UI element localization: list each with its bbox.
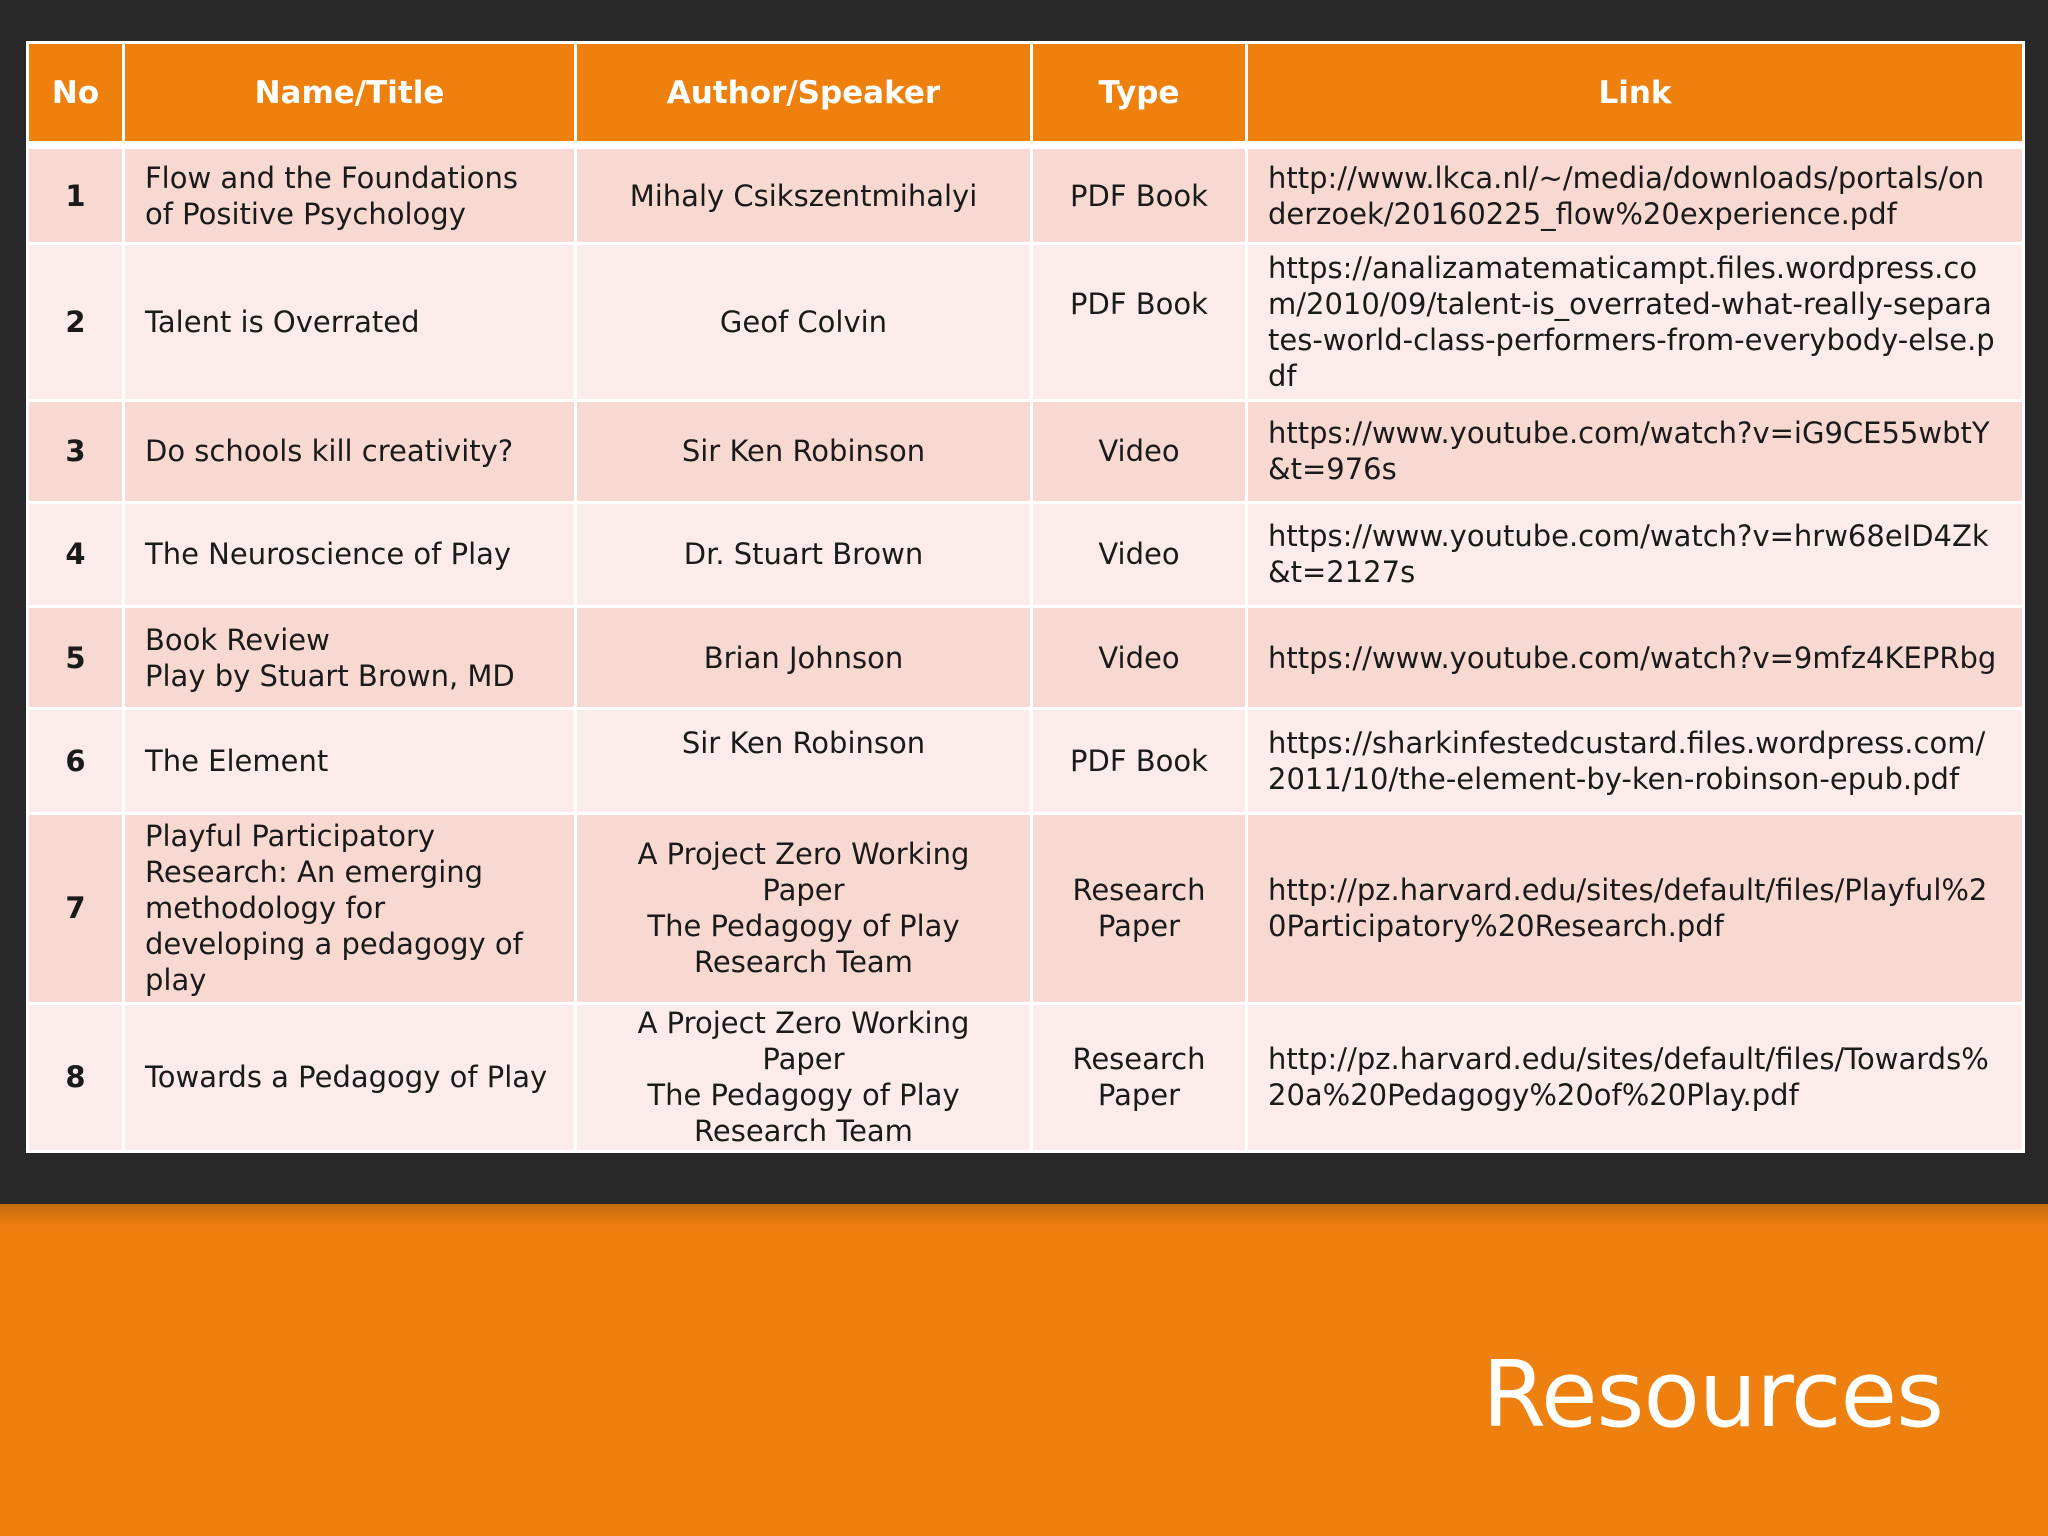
header-no: No: [28, 43, 124, 146]
cell-link[interactable]: https://www.youtube.com/watch?v=9mfz4KEPRbg: [1247, 607, 2024, 709]
cell-no: 2: [28, 244, 124, 400]
cell-author: [576, 709, 1032, 814]
cell-link[interactable]: http://pz.harvard.edu/sites/default/files/Playful%20Participatory%20Research.pdf: [1247, 814, 2024, 1004]
cell-title: Playful Participatory Research: An emerging methodology for developing a pedagogy of play: [124, 814, 576, 1004]
cell-title: The Neuroscience of Play: [124, 502, 576, 607]
cell-title: [124, 607, 576, 709]
table-row: [28, 814, 2024, 1004]
cell-link[interactable]: https://www.youtube.com/watch?v=hrw68eID4Zk&t=2127s: [1247, 502, 2024, 607]
cell-link[interactable]: https://analizamatematicampt.files.wordpress.com/2010/09/talent-is_overrated-what-really-separates-world-class-performers-from-everybody-else.pdf: [1247, 244, 2024, 400]
cell-author-text: Sir Ken Robinson: [681, 726, 926, 761]
cell-author: Mihaly Csikszentmihalyi: [576, 145, 1032, 244]
table-row: [28, 607, 2024, 709]
cell-link[interactable]: https://sharkinfestedcustard.files.wordpress.com/2011/10/the-element-by-ken-robinson-epub.pdf: [1247, 709, 2024, 814]
header-title: Name/Title: [124, 43, 576, 146]
cell-link[interactable]: http://pz.harvard.edu/sites/default/files/Towards%20a%20Pedagogy%20of%20Play.pdf: [1247, 1003, 2024, 1151]
cell-link[interactable]: https://www.youtube.com/watch?v=iG9CE55wbtY&t=976s: [1247, 400, 2024, 502]
cell-no: 1: [28, 145, 124, 244]
table-row: [28, 400, 2024, 502]
cell-type-text: PDF Book: [1070, 286, 1208, 321]
cell-type: PDF Book: [1032, 709, 1247, 814]
cell-type: Research Paper: [1032, 814, 1247, 1004]
cell-link[interactable]: http://www.lkca.nl/~/media/downloads/portals/onderzoek/20160225_flow%20experience.pdf: [1247, 145, 2024, 244]
cell-title-line: Play by Stuart Brown, MD: [145, 658, 515, 693]
cell-author: [576, 1003, 1032, 1151]
cell-author-line: A Project Zero Working Paper: [637, 1006, 970, 1077]
header-author: Author/Speaker: [576, 43, 1032, 146]
cell-author: Geof Colvin: [576, 244, 1032, 400]
cell-author: Dr. Stuart Brown: [576, 502, 1032, 607]
cell-author-line: A Project Zero Working Paper: [637, 837, 970, 908]
cell-no: 6: [28, 709, 124, 814]
cell-type: Research Paper: [1032, 1003, 1247, 1151]
cell-author: Brian Johnson: [576, 607, 1032, 709]
cell-type: PDF Book: [1032, 145, 1247, 244]
table-row: [28, 709, 2024, 814]
cell-title: Towards a Pedagogy of Play: [124, 1003, 576, 1151]
slide-title: Resources: [1482, 1341, 1943, 1448]
cell-author: Sir Ken Robinson: [576, 400, 1032, 502]
cell-author-line: The Pedagogy of Play Research Team: [647, 909, 960, 980]
cell-title-line: Book Review: [145, 622, 330, 657]
cell-no: 8: [28, 1003, 124, 1151]
cell-type: Video: [1032, 607, 1247, 709]
cell-no: 4: [28, 502, 124, 607]
cell-author: [576, 814, 1032, 1004]
table-row: [28, 244, 2024, 400]
resources-table: [26, 41, 2025, 1153]
table-row: [28, 145, 2024, 244]
cell-type: [1032, 244, 1247, 400]
cell-title: Do schools kill creativity?: [124, 400, 576, 502]
cell-title: The Element: [124, 709, 576, 814]
table-header-row: [28, 43, 2024, 146]
header-type: Type: [1032, 43, 1247, 146]
cell-author-line: The Pedagogy of Play Research Team: [647, 1078, 960, 1149]
table-row: [28, 502, 2024, 607]
cell-type: Video: [1032, 502, 1247, 607]
cell-type: Video: [1032, 400, 1247, 502]
cell-no: 5: [28, 607, 124, 709]
cell-no: 7: [28, 814, 124, 1004]
cell-title: Flow and the Foundations of Positive Psychology: [124, 145, 576, 244]
cell-no: 3: [28, 400, 124, 502]
table-row: [28, 1003, 2024, 1151]
cell-title: Talent is Overrated: [124, 244, 576, 400]
header-link: Link: [1247, 43, 2024, 146]
